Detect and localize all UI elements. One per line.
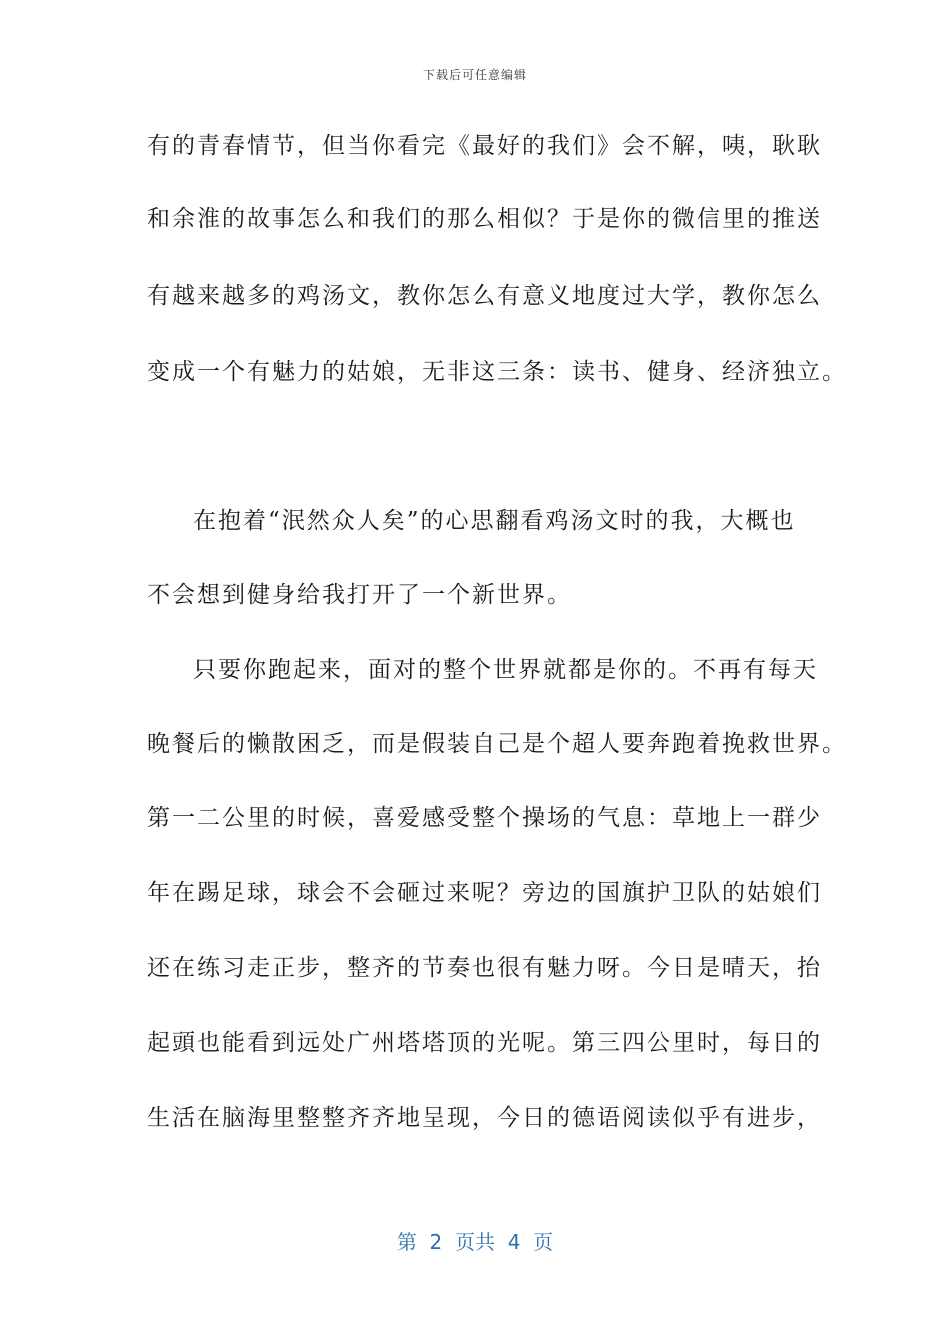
paragraph-indent-line-1: 在抱着“泯然众人矣”的心思翻看鸡汤文时的我，大概也 [193,508,796,534]
text-line-11: 还在练习走正步，整齐的节奏也很有魅力呀。今日是晴天，抬 [147,955,822,981]
text-line-10: 年在踢足球，球会不会砸过来呢？旁边的国旗护卫队的姑娘们 [147,880,822,906]
text-line-13: 生活在脑海里整整齐齐地呈现，今日的德语阅读似乎有进步， [147,1105,822,1131]
text-line-9: 第一二公里的时候，喜爱感受整个操场的气息：草地上一群少 [147,805,822,831]
text-line-2: 和余淮的故事怎么和我们的那么相似？于是你的微信里的推送 [147,206,822,232]
text-line-12: 起頭也能看到远处广州塔塔顶的光呢。第三四公里时，每日的 [147,1030,822,1056]
page-footer: 第 2 页共 4 页 [396,1230,554,1254]
text-line-1: 有的青春情节，但当你看完《最好的我们》会不解，咦，耿耿 [147,133,822,159]
text-line-8: 晚餐后的懒散困乏，而是假装自己是个超人要奔跑着挽救世界。 [147,731,847,757]
text-line-3: 有越来越多的鸡汤文，教你怎么有意义地度过大学，教你怎么 [147,283,822,309]
paragraph-indent-line-2: 只要你跑起来，面对的整个世界就都是你的。不再有每天 [193,657,818,683]
header-note: 下载后可任意编辑 [422,68,527,82]
text-line-4: 变成一个有魅力的姑娘，无非这三条：读书、健身、经济独立。 [147,359,847,385]
text-line-6: 不会想到健身给我打开了一个新世界。 [147,582,572,608]
